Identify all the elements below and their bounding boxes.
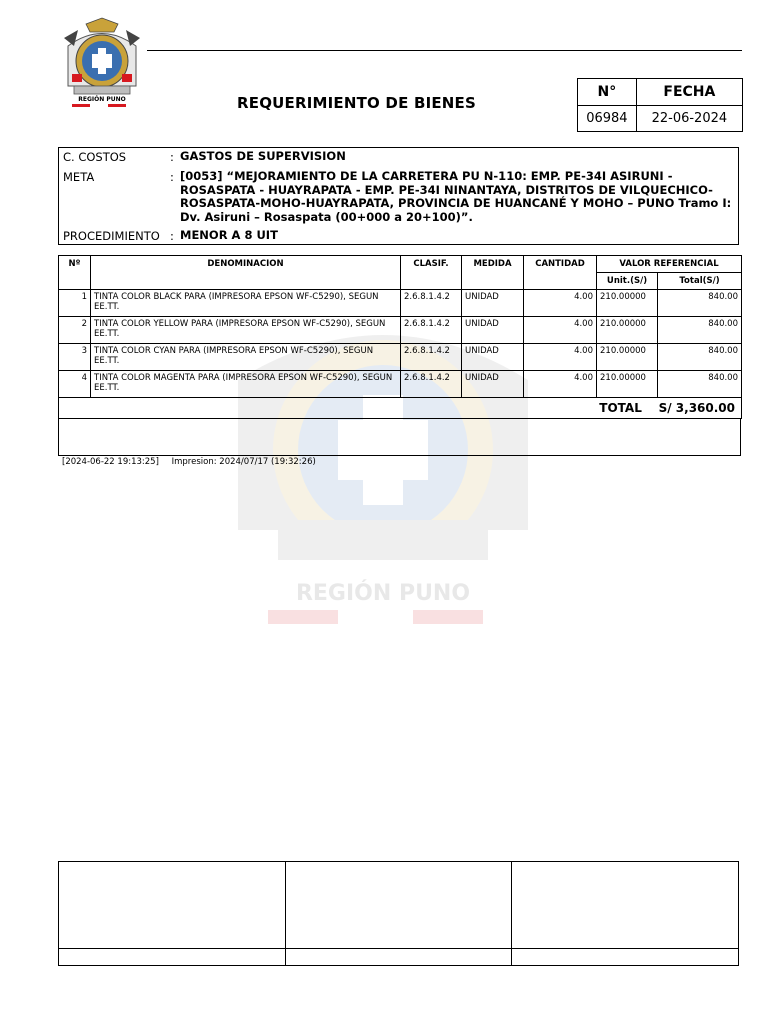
logo-red-bar-right [108,104,126,107]
row-medida: UNIDAD [462,317,524,344]
signature-name-2 [285,949,512,966]
date-label: FECHA [636,79,742,106]
row-no: 3 [59,344,91,371]
signature-cell-3 [512,862,739,949]
row-clasif: 2.6.8.1.4.2 [401,344,462,371]
row-medida: UNIDAD [462,371,524,398]
cost-center-value: GASTOS DE SUPERVISION [180,149,346,163]
signature-cell-1 [59,862,286,949]
printed-timestamp: Impresion: 2024/07/17 (19:32:26) [171,457,316,467]
row-unit-price: 210.00000 [597,344,658,371]
row-medida: UNIDAD [462,290,524,317]
row-no: 1 [59,290,91,317]
row-clasif: 2.6.8.1.4.2 [401,371,462,398]
meta-value: [0053] “MEJORAMIENTO DE LA CARRETERA PU N-110: EMP. PE-34I ASIRUNI - ROSASPATA - HUAYRAPATA - EMP. PE-34I NINANTAYA, DISTRITOS DE VILQUECHICO-ROSASPATA-MOHO-HUAYRAPATA, PROVINCIA DE HUANCANÉ Y MOHO – PUNO Tramo I: Dv. Asiruni – Rosaspata (00+000 a 20+100)”. [180,169,732,224]
meta-label: META [63,170,95,184]
region-puno-logo [58,16,146,108]
table-row [59,317,742,344]
row-denomination: TINTA COLOR MAGENTA PARA (IMPRESORA EPSON WF-C5290), SEGUN EE.TT. [91,371,401,398]
colon: : [170,170,174,184]
header-rule [147,50,742,51]
row-unit-price: 210.00000 [597,317,658,344]
number-date-box [577,78,743,132]
cost-center-label: C. COSTOS [63,150,127,164]
row-unit-price: 210.00000 [597,371,658,398]
number-label: N° [578,79,637,106]
row-no: 4 [59,371,91,398]
row-total: 840.00 [658,371,742,398]
colon: : [170,229,174,243]
procedure-label: PROCEDIMIENTO [63,229,160,243]
row-denomination: TINTA COLOR CYAN PARA (IMPRESORA EPSON WF-C5290), SEGUN EE.TT. [91,344,401,371]
header-cantidad: CANTIDAD [524,256,597,290]
header-medida: MEDIDA [462,256,524,290]
signature-name-1 [59,949,286,966]
row-cantidad: 4.00 [524,344,597,371]
row-denomination: TINTA COLOR YELLOW PARA (IMPRESORA EPSON WF-C5290), SEGUN EE.TT. [91,317,401,344]
header-denomination: DENOMINACION [91,256,401,290]
total-cell [59,398,742,419]
total-row [59,398,742,419]
row-unit-price: 210.00000 [597,290,658,317]
header-valor-referencial: VALOR REFERENCIAL [597,256,742,273]
procedure-value: MENOR A 8 UIT [180,228,278,242]
row-total: 840.00 [658,290,742,317]
row-clasif: 2.6.8.1.4.2 [401,290,462,317]
header-clasif: CLASIF. [401,256,462,290]
colon: : [170,150,174,164]
header-no: Nº [59,256,91,290]
signature-table [58,861,739,966]
header-total: Total(S/) [658,273,742,290]
row-cantidad: 4.00 [524,371,597,398]
total-label: TOTAL [599,401,642,415]
row-clasif: 2.6.8.1.4.2 [401,317,462,344]
row-cantidad: 4.00 [524,317,597,344]
observations-box [58,418,741,456]
row-cantidad: 4.00 [524,290,597,317]
row-total: 840.00 [658,317,742,344]
items-table [58,255,742,419]
table-row [59,290,742,317]
footer-timestamps [62,457,326,467]
document-date: 22-06-2024 [636,106,742,132]
row-medida: UNIDAD [462,344,524,371]
logo-caption: REGIÓN PUNO [78,96,126,103]
logo-red-bar-left [72,104,90,107]
requirement-info-box [58,147,739,245]
row-no: 2 [59,317,91,344]
table-row [59,371,742,398]
watermark-caption: REGIÓN PUNO [295,581,471,606]
table-row [59,344,742,371]
row-total: 840.00 [658,344,742,371]
document-number: 06984 [578,106,637,132]
created-timestamp: [2024-06-22 19:13:25] [62,457,159,467]
row-denomination: TINTA COLOR BLACK PARA (IMPRESORA EPSON WF-C5290), SEGUN EE.TT. [91,290,401,317]
header-unit: Unit.(S/) [597,273,658,290]
total-value: S/ 3,360.00 [658,401,735,415]
signature-cell-2 [285,862,512,949]
document-title: REQUERIMIENTO DE BIENES [237,94,477,112]
signature-name-3 [512,949,739,966]
